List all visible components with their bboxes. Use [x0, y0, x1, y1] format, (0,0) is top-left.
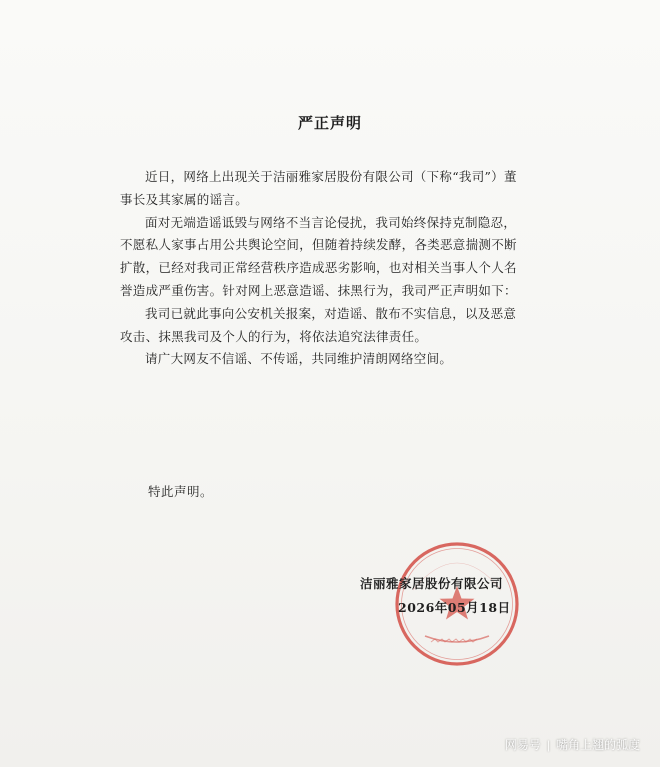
closing-line: 特此声明。: [148, 484, 214, 499]
signer-company: 洁丽雅家居股份有限公司: [360, 576, 504, 591]
watermark-author: 嘴角上翘的弧度: [555, 738, 640, 752]
paragraph-intro: 近日，网络上出现关于洁丽雅家居股份有限公司（下称“我司”）董事长及其家属的谣言。: [120, 169, 517, 207]
source-watermark: [505, 736, 640, 753]
paragraph-legal-action: 我司已就此事向公安机关报案，对造谣、散布不实信息，以及恶意攻击、抹黑我司及个人的行为，将依法追究法律责任。: [120, 305, 517, 344]
watermark-brand: 网易号: [504, 738, 541, 752]
watermark-separator: |: [546, 738, 550, 752]
document-title: 严正声明: [297, 114, 362, 132]
paragraph-appeal: 请广大网友不信谣、不传谣，共同维护清朗网络空间。: [145, 351, 453, 367]
signing-date: 2026年05月18日: [398, 600, 511, 615]
paragraph-context: 面对无端造谣诋毁与网络不当言论侵扰，我司始终保持克制隐忍，不愿私人家事占用公共舆论空间，但随着持续发酵，各类恶意揣测不断扩散，已经对我司正常经营秩序造成恶劣影响，也对相关当事人个人名誉造成严重伤害。针对网上恶意造谣、抹黑行为，我司严正声明如下：: [120, 214, 517, 298]
statement-body: [120, 166, 525, 371]
